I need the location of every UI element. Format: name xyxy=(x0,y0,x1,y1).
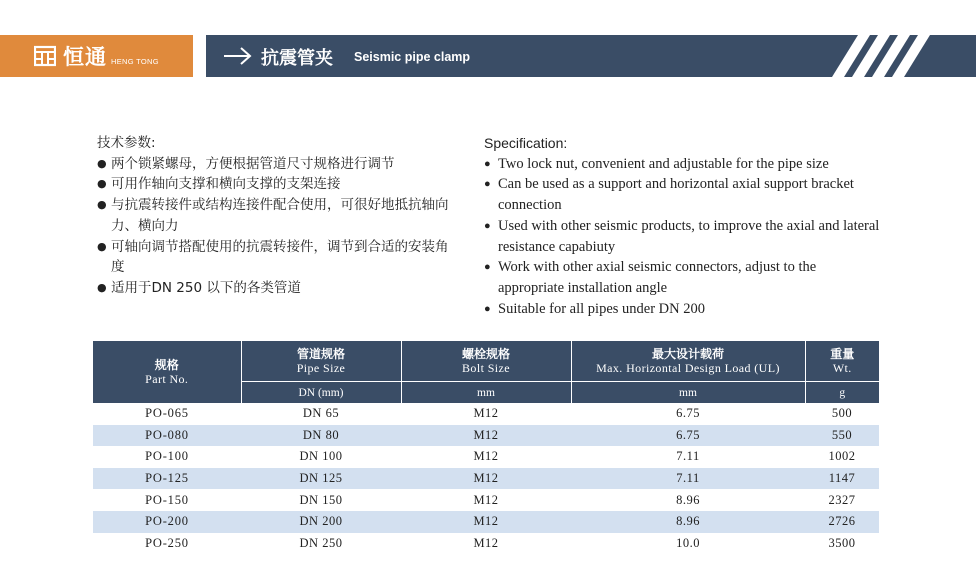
cell-bolt-size: M12 xyxy=(473,406,499,421)
list-item: ● 适用于DN 250 以下的各类管道 xyxy=(97,278,457,299)
cell-design-load: 7.11 xyxy=(571,468,805,490)
cell-design-load: 7.11 xyxy=(676,449,700,464)
cell-part-no: PO-150 xyxy=(145,492,189,507)
cell-pipe-size: DN 65 xyxy=(302,406,340,421)
spec-heading-cn: 技术参数: xyxy=(97,135,156,151)
cell-weight: 500 xyxy=(831,406,853,421)
column-header-weight: 重量 Wt. xyxy=(805,341,879,382)
table-row xyxy=(93,511,879,533)
page-title-en: Seismic pipe clamp xyxy=(354,50,471,64)
cell-pipe-size: DN 125 xyxy=(241,468,401,490)
list-item: ● Suitable for all pipes under DN 200 xyxy=(484,299,884,320)
cell-weight: 2726 xyxy=(805,511,879,533)
hengtong-logo-icon xyxy=(34,45,56,67)
cell-design-load: 8.96 xyxy=(571,511,805,533)
cell-bolt-size: M12 xyxy=(401,425,571,447)
list-item: ● 与抗震转接件或结构连接件配合使用，可很好地抵抗轴向力、横向力 xyxy=(97,195,457,236)
table-row xyxy=(93,425,879,447)
cell-weight: 1147 xyxy=(805,468,879,490)
cell-design-load: 6.75 xyxy=(676,406,700,421)
cell-pipe-size: DN 250 xyxy=(299,535,343,550)
unit-header-bolt-size: mm xyxy=(401,382,571,404)
cell-bolt-size: M12 xyxy=(473,449,499,464)
list-item: ● 可用作轴向支撑和横向支撑的支架连接 xyxy=(97,174,457,195)
cell-weight: 550 xyxy=(805,425,879,447)
column-header-bolt-size: 螺栓规格 Bolt Size xyxy=(401,341,571,382)
list-item: ● 可轴向调节搭配使用的抗震转接件，调节到合适的安装角度 xyxy=(97,237,457,278)
brand-banner xyxy=(0,35,193,77)
cell-weight: 2327 xyxy=(828,492,856,507)
spec-list-cn xyxy=(97,154,457,299)
list-item: ● Two lock nut, convenient and adjustable for the pipe size xyxy=(484,154,884,175)
table-row xyxy=(93,533,879,555)
spec-section-cn xyxy=(97,133,457,299)
column-header-design-load: 最大设计载荷 Max. Horizontal Design Load (UL) xyxy=(571,341,805,382)
arrow-right-icon xyxy=(223,46,253,66)
cell-pipe-size: DN 150 xyxy=(299,492,343,507)
page-title-cn: 抗震管夹 xyxy=(261,48,333,69)
cell-weight: 3500 xyxy=(828,535,856,550)
cell-part-no: PO-250 xyxy=(145,535,189,550)
spec-list-en xyxy=(484,154,884,320)
cell-pipe-size: DN 200 xyxy=(241,511,401,533)
cell-bolt-size: M12 xyxy=(401,511,571,533)
cell-part-no: PO-100 xyxy=(145,449,189,464)
cell-weight: 1002 xyxy=(828,449,856,464)
table-row xyxy=(93,446,879,468)
table-row xyxy=(93,489,879,511)
cell-pipe-size: DN 100 xyxy=(299,449,343,464)
cell-part-no: PO-080 xyxy=(93,425,241,447)
column-header-pipe-size: 管道规格 Pipe Size xyxy=(241,341,401,382)
title-bar xyxy=(206,35,976,77)
spec-heading-en: Specification: xyxy=(484,135,568,151)
cell-bolt-size: M12 xyxy=(473,535,499,550)
spec-section-en xyxy=(484,133,884,319)
cell-design-load: 6.75 xyxy=(571,425,805,447)
brand-name-en: HENG TONG xyxy=(111,56,159,66)
table-row xyxy=(93,468,879,490)
unit-header-pipe-size: DN (mm) xyxy=(241,382,401,404)
cell-design-load: 8.96 xyxy=(676,492,700,507)
list-item: ● 两个锁紧螺母，方便根据管道尺寸规格进行调节 xyxy=(97,154,457,175)
cell-part-no: PO-125 xyxy=(93,468,241,490)
unit-header-weight: g xyxy=(805,382,879,404)
spec-table xyxy=(93,341,879,554)
list-item: ● Work with other axial seismic connectors, adjust to the appropriate installation angle xyxy=(484,257,884,298)
cell-bolt-size: M12 xyxy=(401,468,571,490)
cell-bolt-size: M12 xyxy=(473,492,499,507)
unit-header-design-load: mm xyxy=(571,382,805,404)
cell-part-no: PO-200 xyxy=(93,511,241,533)
diagonal-stripes-icon xyxy=(822,35,932,77)
table-row xyxy=(93,403,879,425)
cell-part-no: PO-065 xyxy=(145,406,189,421)
list-item: ● Used with other seismic products, to improve the axial and lateral resistance capabiuty xyxy=(484,216,884,257)
column-header-part-no: 规格 Part No. xyxy=(93,341,241,403)
list-item: ● Can be used as a support and horizontal axial support bracket connection xyxy=(484,174,884,215)
cell-design-load: 10.0 xyxy=(676,535,700,550)
brand-name-cn: 恒通 xyxy=(63,45,107,69)
cell-pipe-size: DN 80 xyxy=(241,425,401,447)
